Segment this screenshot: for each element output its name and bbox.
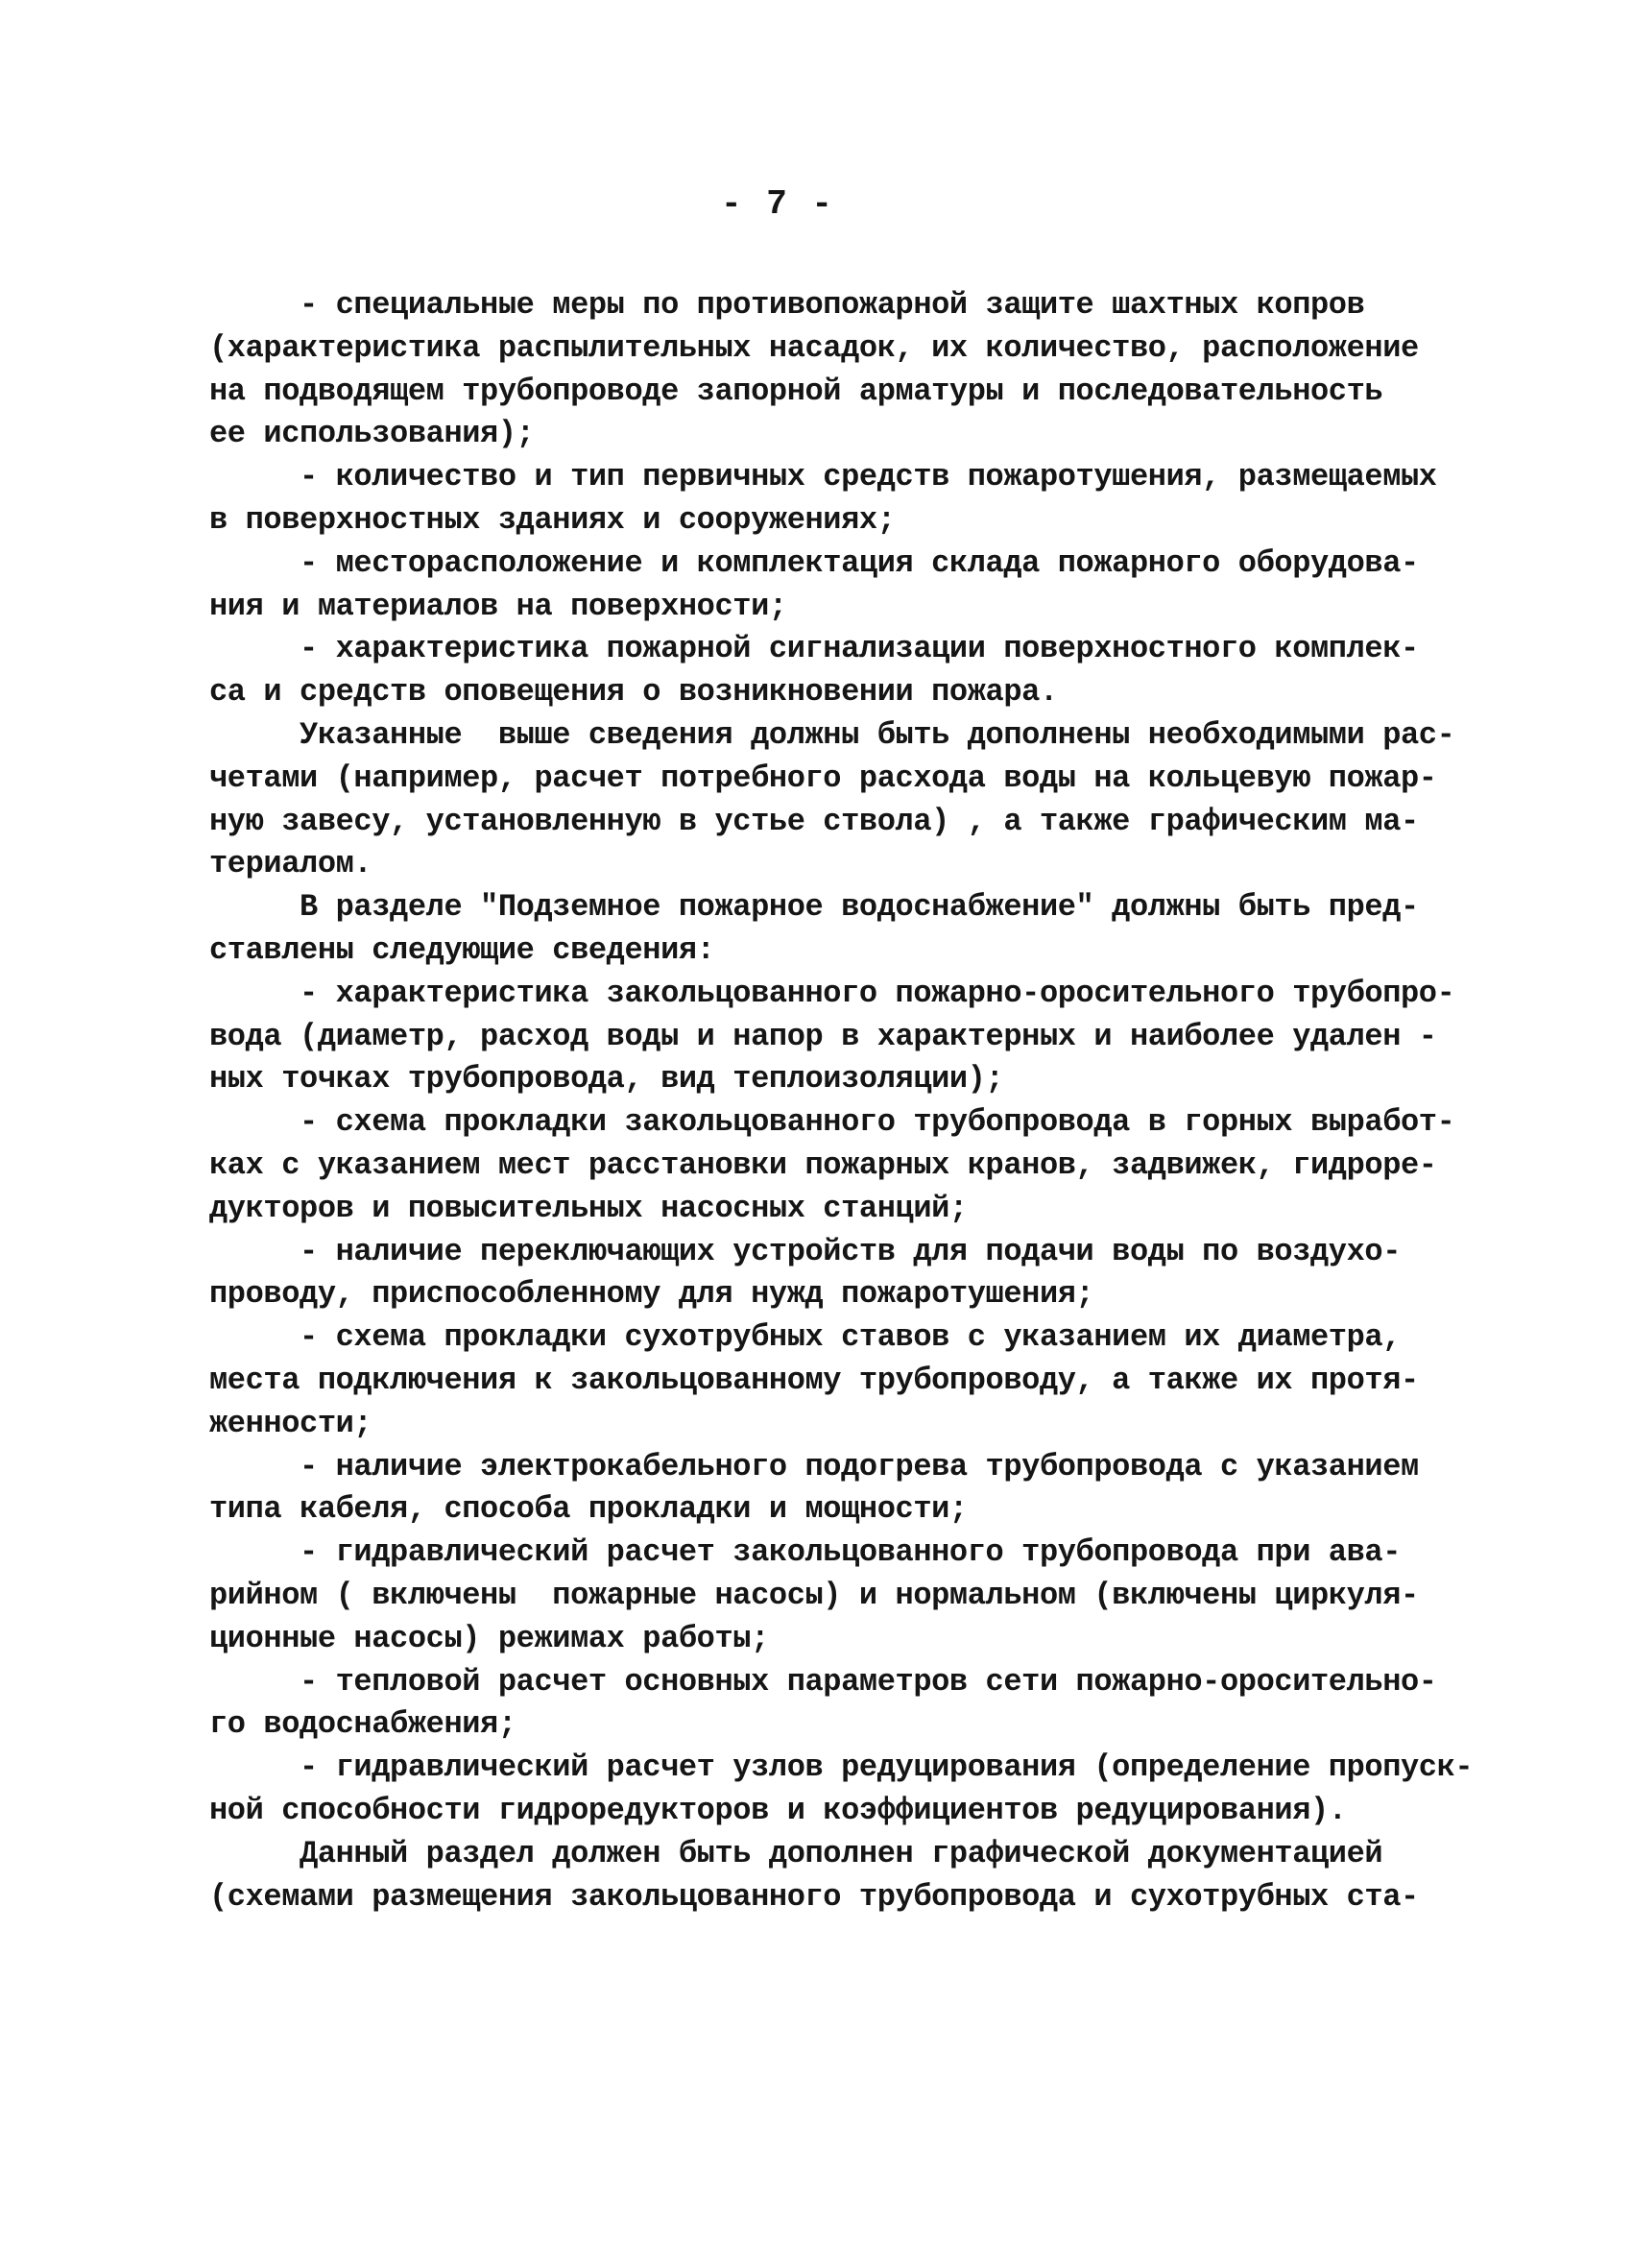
text-line: - характеристика закольцованного пожарно-оросительного трубопро- — [209, 975, 1455, 1011]
text-line: типа кабеля, способа прокладки и мощности; — [209, 1491, 968, 1528]
text-line: ках с указанием мест расстановки пожарных кранов, задвижек, гидроре- — [209, 1147, 1437, 1183]
text-line: ее использования); — [209, 416, 535, 452]
text-line: места подключения к закольцованному трубопроводу, а также их протя- — [209, 1363, 1419, 1398]
text-line: - гидравлический расчет узлов редуцирования (определение пропуск- — [209, 1749, 1474, 1786]
text-line: проводу, приспособленному для нужд пожаротушения; — [209, 1276, 1094, 1313]
text-line: ных точках трубопровода, вид теплоизоляции); — [209, 1061, 1004, 1098]
text-line: са и средств оповещения о возникновении пожара. — [209, 674, 1058, 711]
text-line: ционные насосы) режимах работы; — [209, 1620, 769, 1656]
text-line: ставлены следующие сведения: — [209, 932, 715, 968]
text-line: - схема прокладки сухотрубных ставов с указанием их диаметра, — [209, 1319, 1402, 1356]
text-line: четами (например, расчет потребного расхода воды на кольцевую пожар- — [209, 760, 1437, 796]
text-line: - специальные меры по противопожарной защите шахтных копров — [209, 287, 1365, 323]
text-line: - характеристика пожарной сигнализации поверхностного комплек- — [209, 631, 1419, 667]
text-line: - гидравлический расчет закольцованного трубопровода при ава- — [209, 1534, 1402, 1571]
text-line: дукторов и повысительных насосных станций; — [209, 1190, 968, 1226]
text-line: (схемами размещения закольцованного трубопровода и сухотрубных ста- — [209, 1878, 1419, 1915]
text-line: рийном ( включены пожарные насосы) и нормальном (включены циркуля- — [209, 1578, 1419, 1613]
text-line: вода (диаметр, расход воды и напор в характерных и наиболее удален - — [209, 1018, 1437, 1054]
text-line: ной способности гидроредукторов и коэффициентов редуцирования). — [209, 1793, 1347, 1828]
text-line: Данный раздел должен быть дополнен графической документацией — [209, 1835, 1383, 1871]
text-line: Указанные выше сведения должны быть дополнены необходимыми рас- — [209, 717, 1455, 753]
text-line: - схема прокладки закольцованного трубопровода в горных выработ- — [209, 1104, 1455, 1141]
page-number: - 7 - — [720, 184, 835, 224]
text-line: - месторасположение и комплектация склада пожарного оборудова- — [209, 544, 1419, 581]
text-line: ния и материалов на поверхности; — [209, 588, 787, 624]
text-line: в поверхностных зданиях и сооружениях; — [209, 502, 896, 538]
text-line: (характеристика распылительных насадок, их количество, расположение — [209, 329, 1419, 366]
text-line: - количество и тип первичных средств пожаротушения, размещаемых — [209, 459, 1437, 495]
text-line: - тепловой расчет основных параметров сети пожарно-оросительно- — [209, 1663, 1437, 1700]
text-line: женности; — [209, 1405, 372, 1441]
text-line: ную завесу, установленную в устье ствола) , а также графическим ма- — [209, 803, 1419, 839]
text-line: - наличие электрокабельного подогрева трубопровода с указанием — [209, 1448, 1419, 1484]
text-line: го водоснабжения; — [209, 1706, 516, 1743]
text-line: на подводящем трубопроводе запорной арматуры и последовательность — [209, 373, 1383, 409]
text-line: В разделе "Подземное пожарное водоснабжение" должны быть пред- — [209, 889, 1419, 926]
text-line: - наличие переключающих устройств для подачи воды по воздухо- — [209, 1233, 1402, 1269]
text-line: териалом. — [209, 846, 372, 882]
